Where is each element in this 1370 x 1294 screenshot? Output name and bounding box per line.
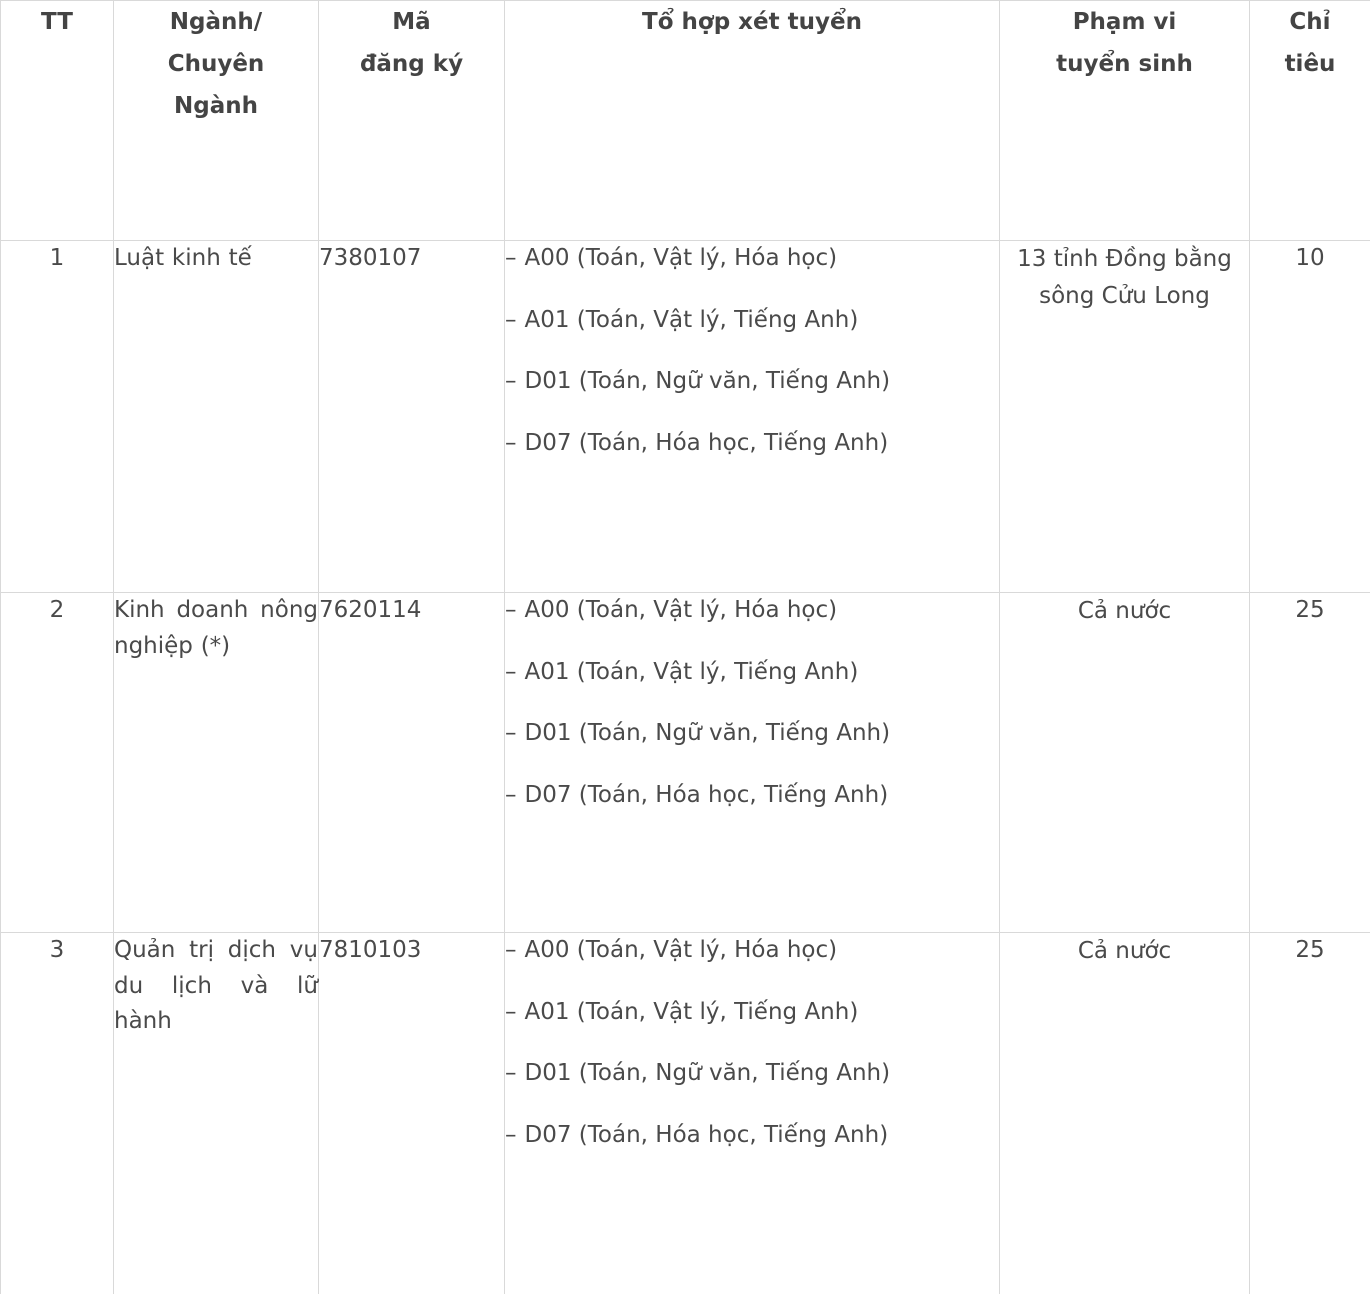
admission-scope: Cả nước bbox=[1000, 933, 1250, 1294]
combination-item bbox=[505, 593, 999, 629]
bullet-dash: – bbox=[505, 306, 517, 333]
column-header-phamvi-line-1: Phạm vi bbox=[1072, 9, 1177, 35]
column-header-ma-line-1: Mã bbox=[392, 9, 431, 35]
bullet-dash: – bbox=[505, 1121, 517, 1148]
combination-label: A01 (Toán, Vật lý, Tiếng Anh) bbox=[524, 998, 859, 1025]
table-header bbox=[1, 1, 1370, 241]
column-header-chi-tieu bbox=[1250, 1, 1370, 241]
major-name: Quản trị dịch vụ du lịch và lữ hành bbox=[114, 933, 319, 1294]
bullet-dash: – bbox=[505, 245, 517, 271]
column-header-tohop-line-1: Tổ hợp xét tuyển bbox=[642, 9, 862, 35]
combination-label: A00 (Toán, Vật lý, Hóa học) bbox=[524, 597, 838, 623]
combination-item bbox=[505, 995, 999, 1031]
major-name: Luật kinh tế bbox=[114, 241, 319, 593]
column-header-pham-vi-tuyen-sinh bbox=[1000, 1, 1250, 241]
row-index: 3 bbox=[1, 933, 114, 1294]
bullet-dash: – bbox=[505, 937, 517, 963]
combination-item bbox=[505, 716, 999, 752]
bullet-dash: – bbox=[505, 597, 517, 623]
quota: 25 bbox=[1250, 933, 1370, 1294]
admission-scope: Cả nước bbox=[1000, 593, 1250, 933]
combination-label: A01 (Toán, Vật lý, Tiếng Anh) bbox=[524, 658, 859, 685]
column-header-nganh bbox=[114, 1, 319, 241]
registration-code: 7380107 bbox=[319, 241, 505, 593]
combination-label: D07 (Toán, Hóa học, Tiếng Anh) bbox=[524, 429, 889, 456]
admission-scope: 13 tỉnh Đồng bằng sông Cửu Long bbox=[1000, 241, 1250, 593]
column-header-nganh-line-1: Ngành/ bbox=[169, 9, 263, 35]
table-row bbox=[1, 241, 1370, 593]
combination-item bbox=[505, 1056, 999, 1092]
combination-item bbox=[505, 933, 999, 969]
column-header-chitieu-line-1: Chỉ bbox=[1289, 9, 1331, 35]
subject-combinations bbox=[505, 241, 1000, 593]
row-index: 1 bbox=[1, 241, 114, 593]
table-row bbox=[1, 933, 1370, 1294]
combination-label: D01 (Toán, Ngữ văn, Tiếng Anh) bbox=[524, 368, 891, 395]
column-header-ma-dang-ky bbox=[319, 1, 505, 241]
combination-item bbox=[505, 241, 999, 277]
combination-item bbox=[505, 426, 999, 462]
bullet-dash: – bbox=[505, 720, 517, 747]
major-name: Kinh doanh nông nghiệp (*) bbox=[114, 593, 319, 933]
combination-label: D07 (Toán, Hóa học, Tiếng Anh) bbox=[524, 1121, 889, 1148]
column-header-nganh-line-2: Chuyên bbox=[167, 51, 265, 77]
combination-label: D01 (Toán, Ngữ văn, Tiếng Anh) bbox=[524, 720, 891, 747]
bullet-dash: – bbox=[505, 998, 517, 1025]
combination-label: A00 (Toán, Vật lý, Hóa học) bbox=[524, 245, 838, 271]
table-body bbox=[1, 241, 1370, 1294]
combination-item bbox=[505, 364, 999, 400]
bullet-dash: – bbox=[505, 1060, 517, 1087]
column-header-tt-line-1: TT bbox=[41, 9, 73, 35]
subject-combinations bbox=[505, 933, 1000, 1294]
quota: 10 bbox=[1250, 241, 1370, 593]
table-row bbox=[1, 593, 1370, 933]
column-header-nganh-line-3: Ngành bbox=[174, 93, 258, 119]
combination-label: A00 (Toán, Vật lý, Hóa học) bbox=[524, 937, 838, 963]
registration-code: 7810103 bbox=[319, 933, 505, 1294]
table-header-row bbox=[1, 1, 1370, 241]
bullet-dash: – bbox=[505, 368, 517, 395]
bullet-dash: – bbox=[505, 429, 517, 456]
registration-code: 7620114 bbox=[319, 593, 505, 933]
bullet-dash: – bbox=[505, 658, 517, 685]
combination-label: A01 (Toán, Vật lý, Tiếng Anh) bbox=[524, 306, 859, 333]
combination-item bbox=[505, 655, 999, 691]
combination-item bbox=[505, 1118, 999, 1154]
column-header-tt bbox=[1, 1, 114, 241]
combination-label: D07 (Toán, Hóa học, Tiếng Anh) bbox=[524, 781, 889, 808]
combination-label: D01 (Toán, Ngữ văn, Tiếng Anh) bbox=[524, 1060, 891, 1087]
combination-item bbox=[505, 303, 999, 339]
column-header-ma-line-2: đăng ký bbox=[359, 51, 464, 77]
column-header-to-hop-xet-tuyen bbox=[505, 1, 1000, 241]
column-header-chitieu-line-2: tiêu bbox=[1284, 51, 1336, 77]
subject-combinations bbox=[505, 593, 1000, 933]
quota: 25 bbox=[1250, 593, 1370, 933]
row-index: 2 bbox=[1, 593, 114, 933]
combination-item bbox=[505, 778, 999, 814]
bullet-dash: – bbox=[505, 781, 517, 808]
column-header-phamvi-line-2: tuyển sinh bbox=[1056, 51, 1193, 77]
